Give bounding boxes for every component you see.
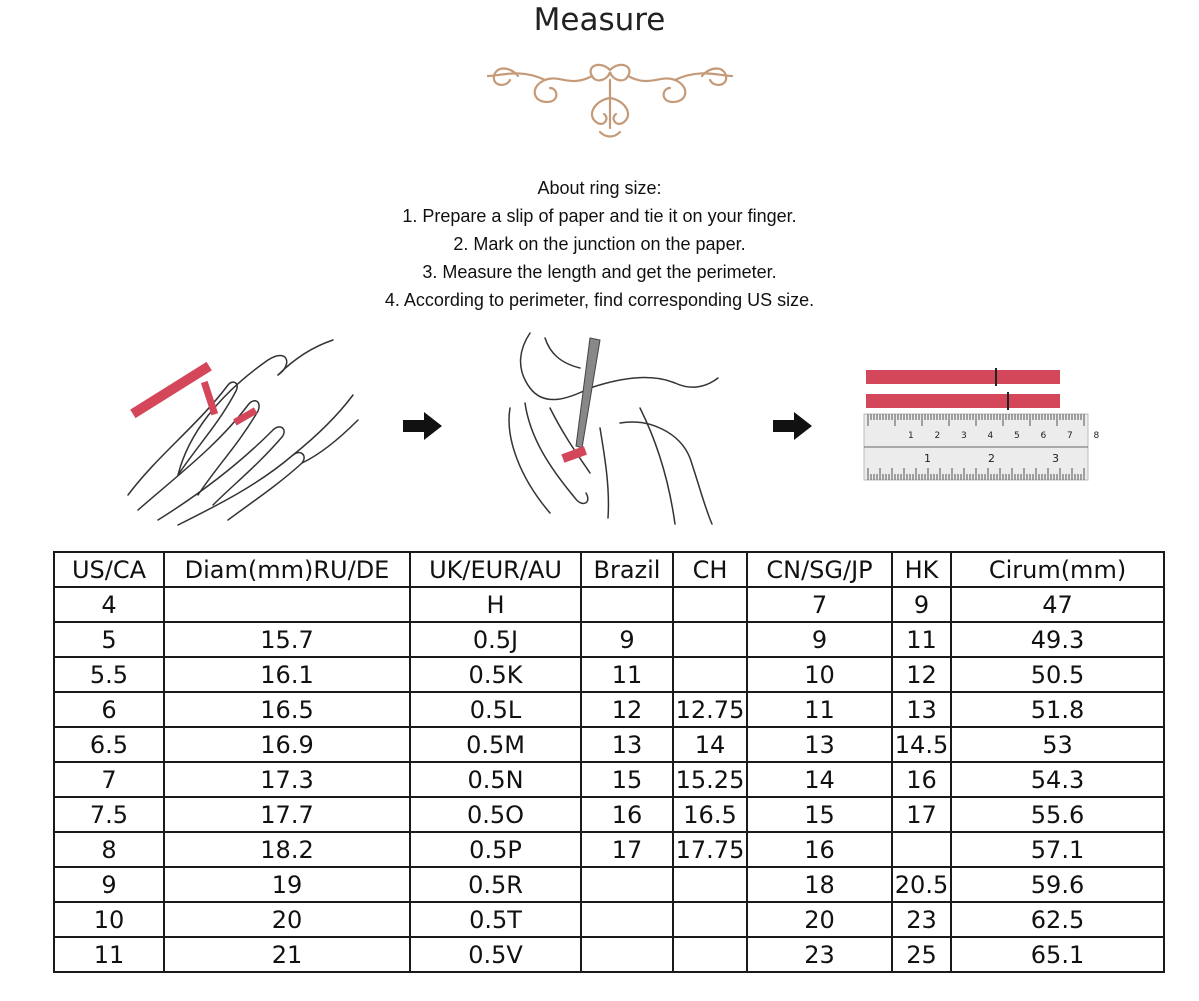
table-cell: 15	[581, 762, 673, 797]
arrow-right-icon	[770, 410, 815, 442]
ruler-label: 3	[961, 431, 967, 441]
table-cell: 55.6	[951, 797, 1164, 832]
table-cell: 20.5	[892, 867, 951, 902]
table-cell: 16.1	[164, 657, 410, 692]
table-cell	[581, 937, 673, 972]
column-header: Brazil	[581, 552, 673, 587]
table-cell: 12	[892, 657, 951, 692]
table-row	[54, 937, 1164, 972]
table-cell: 23	[747, 937, 892, 972]
table-cell: 21	[164, 937, 410, 972]
decorative-ornament-divider	[260, 58, 960, 143]
hand-with-paper-strip-illustration	[118, 335, 363, 525]
ruler-label: 5	[1014, 431, 1020, 441]
table-cell	[164, 587, 410, 622]
table-cell: 17	[581, 832, 673, 867]
table-cell: 20	[164, 902, 410, 937]
table-cell: 50.5	[951, 657, 1164, 692]
ruler-label: 6	[1040, 431, 1047, 441]
column-header: CH	[673, 552, 747, 587]
page-title: Measure	[533, 2, 666, 38]
table-cell: 0.5V	[410, 937, 581, 972]
table-cell: 10	[54, 902, 164, 937]
table-cell: 9	[581, 622, 673, 657]
paper-strips-on-ruler-illustration	[862, 362, 1100, 484]
column-header: CN/SG/JP	[747, 552, 892, 587]
table-cell: 7.5	[54, 797, 164, 832]
table-row	[54, 587, 1164, 622]
table-cell	[581, 902, 673, 937]
table-cell: 16.5	[673, 797, 747, 832]
table-row	[54, 797, 1164, 832]
table-cell: 8	[54, 832, 164, 867]
table-cell: 7	[54, 762, 164, 797]
table-cell: 18	[747, 867, 892, 902]
table-cell: 0.5M	[410, 727, 581, 762]
table-cell: 49.3	[951, 622, 1164, 657]
ruler-label: 4	[987, 431, 994, 441]
table-row	[54, 657, 1164, 692]
table-cell: 15.7	[164, 622, 410, 657]
table-cell: 0.5J	[410, 622, 581, 657]
ruler-label: 7	[1067, 431, 1073, 441]
table-cell: 0.5T	[410, 902, 581, 937]
ruler-label: 2	[988, 452, 995, 465]
table-cell	[892, 832, 951, 867]
table-cell: 13	[581, 727, 673, 762]
table-cell: 10	[747, 657, 892, 692]
table-row	[54, 762, 1164, 797]
ruler-label: 1	[924, 452, 931, 465]
table-cell: 12	[581, 692, 673, 727]
table-cell: 14	[747, 762, 892, 797]
table-cell: 12.75	[673, 692, 747, 727]
ring-size-conversion-table	[53, 551, 1165, 973]
table-cell: 9	[54, 867, 164, 902]
table-cell: 57.1	[951, 832, 1164, 867]
table-cell: 15	[747, 797, 892, 832]
table-cell	[581, 867, 673, 902]
table-cell: 5.5	[54, 657, 164, 692]
table-cell	[581, 587, 673, 622]
table-cell: 11	[581, 657, 673, 692]
table-cell: 14.5	[892, 727, 951, 762]
table-cell: 23	[892, 902, 951, 937]
ruler-label: 8	[1093, 431, 1100, 441]
ruler-label: 3	[1052, 452, 1059, 465]
table-cell: 17.75	[673, 832, 747, 867]
table-cell: 47	[951, 587, 1164, 622]
table-cell: 0.5K	[410, 657, 581, 692]
column-header: Diam(mm)RU/DE	[164, 552, 410, 587]
instruction-step-2: 2. Mark on the junction on the paper.	[453, 234, 746, 254]
table-cell	[673, 587, 747, 622]
table-cell	[673, 867, 747, 902]
table-cell: 11	[747, 692, 892, 727]
table-cell: 9	[747, 622, 892, 657]
ruler-label: 1	[908, 431, 914, 441]
table-cell: 4	[54, 587, 164, 622]
table-cell: 19	[164, 867, 410, 902]
table-cell: 0.5R	[410, 867, 581, 902]
column-header: US/CA	[54, 552, 164, 587]
instruction-step-1: 1. Prepare a slip of paper and tie it on your finger.	[402, 206, 797, 226]
table-cell: 51.8	[951, 692, 1164, 727]
table-cell: 17	[892, 797, 951, 832]
table-row	[54, 902, 1164, 937]
table-cell: 13	[747, 727, 892, 762]
table-row	[54, 727, 1164, 762]
table-cell: 13	[892, 692, 951, 727]
table-cell: 15.25	[673, 762, 747, 797]
instructions-heading: About ring size:	[537, 178, 662, 198]
table-cell	[673, 902, 747, 937]
table-row	[54, 832, 1164, 867]
table-cell: 54.3	[951, 762, 1164, 797]
table-cell: 5	[54, 622, 164, 657]
table-cell: 0.5L	[410, 692, 581, 727]
hand-marking-paper-illustration	[490, 328, 725, 526]
table-cell: 11	[892, 622, 951, 657]
table-cell: 20	[747, 902, 892, 937]
column-header: Cirum(mm)	[951, 552, 1164, 587]
table-cell	[673, 657, 747, 692]
table-row	[54, 622, 1164, 657]
table-cell: 16.5	[164, 692, 410, 727]
column-header: UK/EUR/AU	[410, 552, 581, 587]
table-cell: 7	[747, 587, 892, 622]
ring-size-instructions	[0, 174, 1199, 314]
table-header-row	[54, 552, 1164, 587]
table-cell: 6.5	[54, 727, 164, 762]
column-header: HK	[892, 552, 951, 587]
table-cell: 18.2	[164, 832, 410, 867]
instruction-step-3: 3. Measure the length and get the perimeter.	[422, 262, 777, 282]
table-cell: H	[410, 587, 581, 622]
table-cell	[673, 622, 747, 657]
table-cell: 25	[892, 937, 951, 972]
table-cell: 9	[892, 587, 951, 622]
table-cell: 0.5N	[410, 762, 581, 797]
table-row	[54, 692, 1164, 727]
table-cell	[673, 937, 747, 972]
table-cell: 62.5	[951, 902, 1164, 937]
table-cell: 0.5O	[410, 797, 581, 832]
table-cell: 16.9	[164, 727, 410, 762]
table-cell: 17.3	[164, 762, 410, 797]
table-row	[54, 867, 1164, 902]
table-cell: 0.5P	[410, 832, 581, 867]
table-cell: 65.1	[951, 937, 1164, 972]
table-cell: 16	[581, 797, 673, 832]
table-cell: 6	[54, 692, 164, 727]
table-cell: 17.7	[164, 797, 410, 832]
ruler-label: 2	[934, 431, 941, 441]
table-cell: 16	[747, 832, 892, 867]
arrow-right-icon	[400, 410, 445, 442]
table-cell: 14	[673, 727, 747, 762]
table-cell: 53	[951, 727, 1164, 762]
table-cell: 11	[54, 937, 164, 972]
table-cell: 16	[892, 762, 951, 797]
table-cell: 59.6	[951, 867, 1164, 902]
instruction-step-4: 4. According to perimeter, find corresponding US size.	[384, 290, 815, 310]
